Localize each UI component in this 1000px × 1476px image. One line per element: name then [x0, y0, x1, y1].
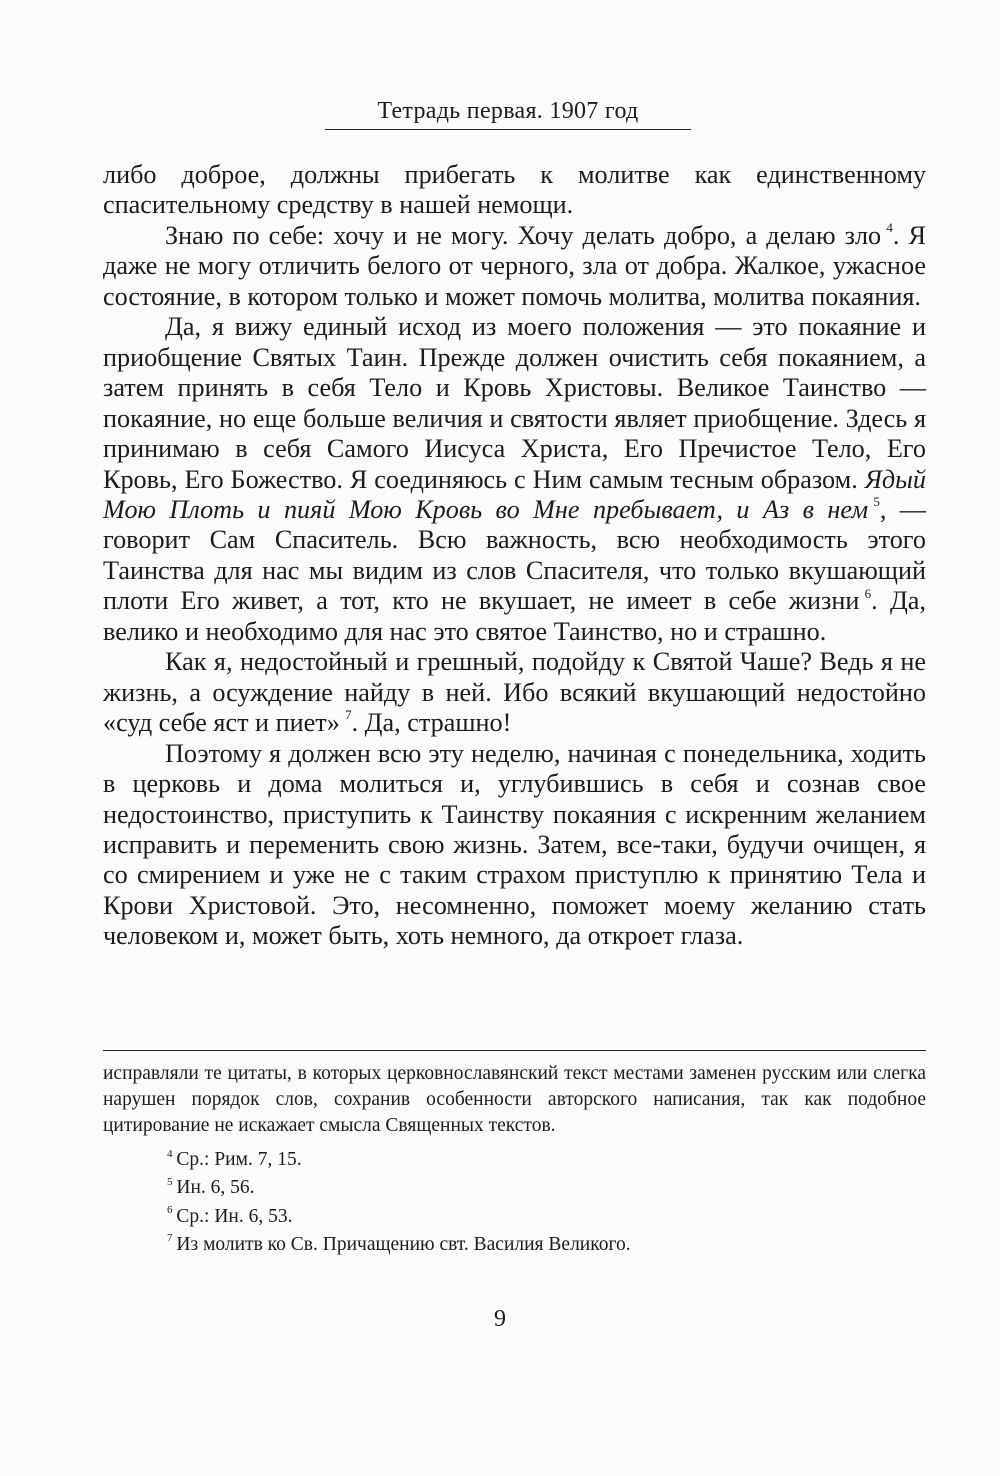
header-rule — [325, 129, 691, 130]
footnote-4: $^4$ Ср.: Рим. 7, 15. — [167, 1147, 302, 1170]
running-header: Тетрадь первая. 1907 год — [377, 98, 639, 124]
footnote-6: $^6$ Ср.: Ин. 6, 53. — [167, 1204, 293, 1227]
footnote-ref-6: 6 — [864, 585, 872, 601]
footnote-continuation: исправляли те цитаты, в которых церковнославянский текст местами заменен русским или слегка нарушен порядок слов, сохранив особенности авторского написания, так как подобное цитирование не искажает смысла Священных текстов. — [103, 1063, 926, 1136]
page-number: 9 — [494, 1306, 506, 1332]
footnote-7: $^7$ Из молитв ко Св. Причащению свт. Василия Великого. — [167, 1232, 631, 1255]
footnote-ref-5: 5 — [873, 494, 880, 510]
footnote-5: $^5$ Ин. 6, 56. — [167, 1175, 255, 1199]
paragraph-2: Знаю по себе: хочу и не могу. Хочу делать добро, а делаю зло $^4$. Я даже не могу отличить белого от черного, зла от добра. Жалкое, ужасное состояние, в котором только и может помочь молитва, молитва покаяния. — [103, 220, 926, 311]
footnote-ref-4: 4 — [886, 220, 893, 236]
paragraph-3: Да, я вижу единый исход из моего положения — это покаяние и приобщение Святых Таин. Прежде должен очистить себя покаянием, а затем принять в себя Тело и Кровь Христовы. Великое Таинство — покаяние, но еще больше величия и святости являет приобщение. Здесь я принимаю в себя Самого Иисуса Христа, Его Пречистое Тело, Его Кровь, Его Божество. Я соединяюсь с Ним самым тесным образом. Ядый Мою Плоть и пияй Мою Кровь во Мне пребывает, и Аз в нем $^5$, — говорит Сам Спаситель. Всю важность, всю необходимость этого Таинства для нас мы видим из слов Спасителя, что только вкушающий плоти Его живет, а тот, кто не вкушает, не имеет в себе жизни $^6$. Да, велико и необходимо для нас это святое Таинство, но и страшно. — [103, 312, 926, 646]
paragraph-5: Поэтому я должен всю эту неделю, начиная с понедельника, ходить в церковь и дома молиться и, углубившись в себя и сознав свое недостоинство, приступить к Таинству покаяния с искренним желанием исправить и переменить свою жизнь. Затем, все-таки, будучи очищен, я со смирением и уже не с таким страхом приступлю к принятию Тела и Крови Христовой. Это, несомненно, поможет моему желанию стать человеком и, может быть, хоть немного, да откроет глаза. — [103, 738, 926, 951]
footnote-rule — [103, 1050, 926, 1051]
main-text — [103, 160, 926, 952]
paragraph-1: либо доброе, должны прибегать к молитве как единственному спасительному средству в нашей немощи. — [103, 160, 926, 220]
footnotes — [103, 1061, 926, 1259]
scripture-quote: Ядый Мою Плоть и пияй Мою Кровь во Мне пребывает, и Аз в нем — [103, 464, 926, 524]
paragraph-4: Как я, недостойный и грешный, подойду к Святой Чаше? Ведь я не жизнь, а осуждение найду в ней. Ибо всякий вкушающий недостойно «суд себе яст и пиет» $^7$. Да, страшно! — [103, 647, 926, 738]
footnote-ref-7: 7 — [345, 707, 352, 723]
